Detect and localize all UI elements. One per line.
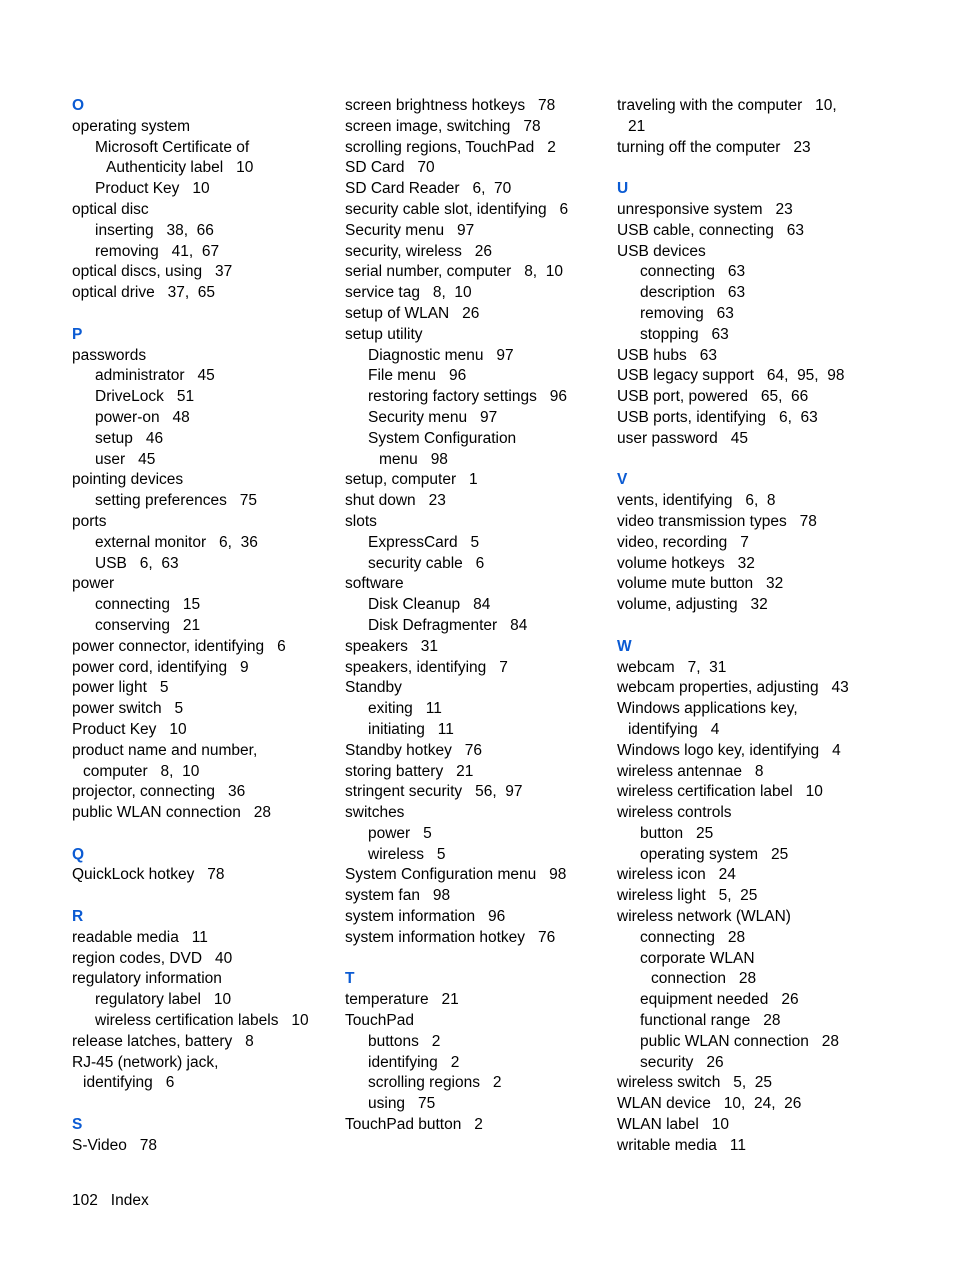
index-entry: setup 46 <box>95 429 164 447</box>
index-entry: serial number, computer 8, 10 <box>345 263 563 281</box>
index-entry: QuickLock hotkey 78 <box>72 866 225 884</box>
index-entry: stringent security 56, 97 <box>345 783 523 801</box>
index-entry: Standby hotkey 76 <box>345 741 483 759</box>
index-entry: writable media 11 <box>617 1136 746 1154</box>
page-number: 102 <box>72 1192 98 1209</box>
index-entry: conserving 21 <box>95 616 201 634</box>
index-entry: release latches, battery 8 <box>72 1032 254 1050</box>
index-entry: power-on 48 <box>95 408 190 426</box>
index-column-1 <box>72 96 334 1157</box>
index-entry: equipment needed 26 <box>640 991 799 1009</box>
index-entry: scrolling regions, TouchPad 2 <box>345 138 556 156</box>
index-entry: Disk Defragmenter 84 <box>368 616 528 634</box>
index-entry: operating system <box>72 117 191 135</box>
index-entry: ports <box>72 512 107 530</box>
index-entry: wireless light 5, 25 <box>617 887 758 905</box>
index-entry: external monitor 6, 36 <box>95 533 258 551</box>
index-entry: security cable 6 <box>368 554 485 572</box>
index-entry: buttons 2 <box>368 1032 441 1050</box>
index-entry: SD Card 70 <box>345 159 435 177</box>
index-entry: Standby <box>345 679 402 697</box>
index-entry: webcam properties, adjusting 43 <box>617 679 849 697</box>
index-entry: system information hotkey 76 <box>345 928 556 946</box>
index-entry: USB cable, connecting 63 <box>617 221 804 239</box>
index-entry: wireless switch 5, 25 <box>617 1074 773 1092</box>
index-entry: system fan 98 <box>345 887 451 905</box>
index-entry: readable media 11 <box>72 928 208 946</box>
index-entry: optical disc <box>72 200 149 218</box>
index-entry: volume mute button 32 <box>617 575 784 593</box>
index-entry: Product Key 10 <box>72 720 187 738</box>
index-entry: power 5 <box>368 824 432 842</box>
index-entry: button 25 <box>640 824 714 842</box>
index-entry: power light 5 <box>72 679 169 697</box>
index-entry: USB hubs 63 <box>617 346 717 364</box>
index-entry: USB legacy support 64, 95, 98 <box>617 367 845 385</box>
index-entry: wireless icon 24 <box>617 866 736 884</box>
index-entry: corporate WLAN <box>640 949 755 967</box>
index-entry: security cable slot, identifying 6 <box>345 200 569 218</box>
index-entry: wireless certification label 10 <box>617 783 823 801</box>
index-letter-heading: S <box>72 1116 83 1134</box>
index-entry: operating system 25 <box>640 845 789 863</box>
index-entry: speakers, identifying 7 <box>345 658 508 676</box>
index-entry: menu 98 <box>379 450 448 468</box>
index-entry: regulatory information <box>72 970 222 988</box>
index-entry: projector, connecting 36 <box>72 783 246 801</box>
index-entry: screen brightness hotkeys 78 <box>345 97 556 114</box>
section-spacer <box>72 824 334 845</box>
index-entry: power cord, identifying 9 <box>72 658 249 676</box>
index-entry: Diagnostic menu 97 <box>368 346 514 364</box>
section-spacer <box>345 949 607 970</box>
index-entry: Microsoft Certificate of <box>95 138 250 156</box>
index-entry: Security menu 97 <box>368 408 498 426</box>
index-entry: video transmission types 78 <box>617 512 817 530</box>
index-entry: public WLAN connection 28 <box>72 804 272 822</box>
index-entry: wireless network (WLAN) <box>617 908 791 926</box>
index-entry: TouchPad <box>345 1012 414 1030</box>
index-entry: connecting 15 <box>95 596 201 614</box>
index-entry: functional range 28 <box>640 1012 781 1030</box>
index-entry: storing battery 21 <box>345 762 474 780</box>
index-entry: System Configuration <box>368 429 517 447</box>
index-entry: RJ-45 (network) jack, <box>72 1053 219 1071</box>
index-column-2 <box>345 96 607 1136</box>
index-letter-heading: R <box>72 908 84 926</box>
index-entry: description 63 <box>640 284 746 302</box>
index-entry: product name and number, <box>72 741 258 759</box>
index-entry: power switch 5 <box>72 700 184 718</box>
index-entry: identifying 6 <box>83 1074 175 1092</box>
section-spacer <box>617 158 879 179</box>
index-entry: exiting 11 <box>368 700 442 718</box>
index-entry: vents, identifying 6, 8 <box>617 492 776 510</box>
index-entry: DriveLock 51 <box>95 388 195 406</box>
index-entry: security 26 <box>640 1053 724 1071</box>
index-entry: setup of WLAN 26 <box>345 304 480 322</box>
index-entry: SD Card Reader 6, 70 <box>345 180 512 198</box>
index-entry: Windows logo key, identifying 4 <box>617 741 841 759</box>
index-letter-heading: U <box>617 180 629 198</box>
index-entry: Authenticity label 10 <box>106 159 254 177</box>
index-entry: power connector, identifying 6 <box>72 637 286 655</box>
index-entry: setting preferences 75 <box>95 492 257 510</box>
index-entry: setup utility <box>345 325 423 343</box>
index-entry: security, wireless 26 <box>345 242 493 260</box>
index-entry: speakers 31 <box>345 637 439 655</box>
index-entry: webcam 7, 31 <box>617 658 727 676</box>
index-entry: WLAN label 10 <box>617 1116 729 1134</box>
index-entry: public WLAN connection 28 <box>640 1032 840 1050</box>
index-entry: connecting 63 <box>640 263 746 281</box>
index-entry: Security menu 97 <box>345 221 475 239</box>
section-spacer <box>617 450 879 471</box>
index-entry: service tag 8, 10 <box>345 284 472 302</box>
index-entry: System Configuration menu 98 <box>345 866 567 884</box>
index-entry: turning off the computer 23 <box>617 138 811 156</box>
index-entry: using 75 <box>368 1095 436 1113</box>
index-entry: USB ports, identifying 6, 63 <box>617 408 818 426</box>
index-entry: shut down 23 <box>345 492 446 510</box>
section-spacer <box>72 304 334 325</box>
index-entry: passwords <box>72 346 147 364</box>
index-entry: volume, adjusting 32 <box>617 596 768 614</box>
index-entry: removing 41, 67 <box>95 242 220 260</box>
index-column-3 <box>617 96 879 1157</box>
index-entry: USB 6, 63 <box>95 554 179 572</box>
index-letter-heading: O <box>72 97 85 114</box>
index-entry: administrator 45 <box>95 367 215 385</box>
index-entry: identifying 4 <box>628 720 720 738</box>
index-entry: USB devices <box>617 242 706 260</box>
index-entry: initiating 11 <box>368 720 454 738</box>
index-letter-heading: Q <box>72 845 85 863</box>
index-entry: S-Video 78 <box>72 1136 158 1154</box>
index-entry: 21 <box>628 117 646 135</box>
index-letter-heading: W <box>617 637 632 655</box>
index-entry: switches <box>345 804 405 822</box>
index-entry: removing 63 <box>640 304 734 322</box>
index-entry: ExpressCard 5 <box>368 533 480 551</box>
index-entry: connection 28 <box>651 970 757 988</box>
index-entry: inserting 38, 66 <box>95 221 214 239</box>
index-entry: regulatory label 10 <box>95 991 232 1009</box>
section-spacer <box>617 616 879 637</box>
index-entry: wireless certification labels 10 <box>95 1012 309 1030</box>
index-entry: traveling with the computer 10, <box>617 97 837 114</box>
index-letter-heading: P <box>72 325 83 343</box>
section-spacer <box>72 886 334 907</box>
index-entry: slots <box>345 512 377 530</box>
index-entry: wireless controls <box>617 804 732 822</box>
index-entry: optical discs, using 37 <box>72 263 233 281</box>
index-entry: WLAN device 10, 24, 26 <box>617 1095 802 1113</box>
index-entry: Disk Cleanup 84 <box>368 596 491 614</box>
index-entry: video, recording 7 <box>617 533 749 551</box>
index-entry: TouchPad button 2 <box>345 1116 483 1134</box>
index-entry: user 45 <box>95 450 156 468</box>
index-entry: identifying 2 <box>368 1053 460 1071</box>
index-entry: region codes, DVD 40 <box>72 949 233 967</box>
index-entry: setup, computer 1 <box>345 471 478 489</box>
index-entry: user password 45 <box>617 429 748 447</box>
page-footer <box>72 1192 149 1210</box>
index-entry: power <box>72 575 115 593</box>
index-letter-heading: T <box>345 970 355 988</box>
index-entry: scrolling regions 2 <box>368 1074 502 1092</box>
index-entry: pointing devices <box>72 471 184 489</box>
index-entry: USB port, powered 65, 66 <box>617 388 809 406</box>
index-entry: unresponsive system 23 <box>617 200 793 218</box>
index-entry: volume hotkeys 32 <box>617 554 755 572</box>
section-spacer <box>72 1094 334 1115</box>
index-entry: Windows applications key, <box>617 700 798 718</box>
index-entry: stopping 63 <box>640 325 729 343</box>
index-entry: screen image, switching 78 <box>345 117 541 135</box>
index-entry: optical drive 37, 65 <box>72 284 216 302</box>
index-letter-heading: V <box>617 471 628 489</box>
index-entry: File menu 96 <box>368 367 467 385</box>
index-entry: system information 96 <box>345 908 506 926</box>
index-entry: Product Key 10 <box>95 180 210 198</box>
index-entry: temperature 21 <box>345 991 459 1009</box>
index-entry: wireless 5 <box>368 845 446 863</box>
index-entry: computer 8, 10 <box>83 762 200 780</box>
footer-section-label: Index <box>110 1192 149 1209</box>
index-entry: connecting 28 <box>640 928 746 946</box>
index-entry: restoring factory settings 96 <box>368 388 568 406</box>
index-entry: wireless antennae 8 <box>617 762 764 780</box>
index-entry: software <box>345 575 404 593</box>
